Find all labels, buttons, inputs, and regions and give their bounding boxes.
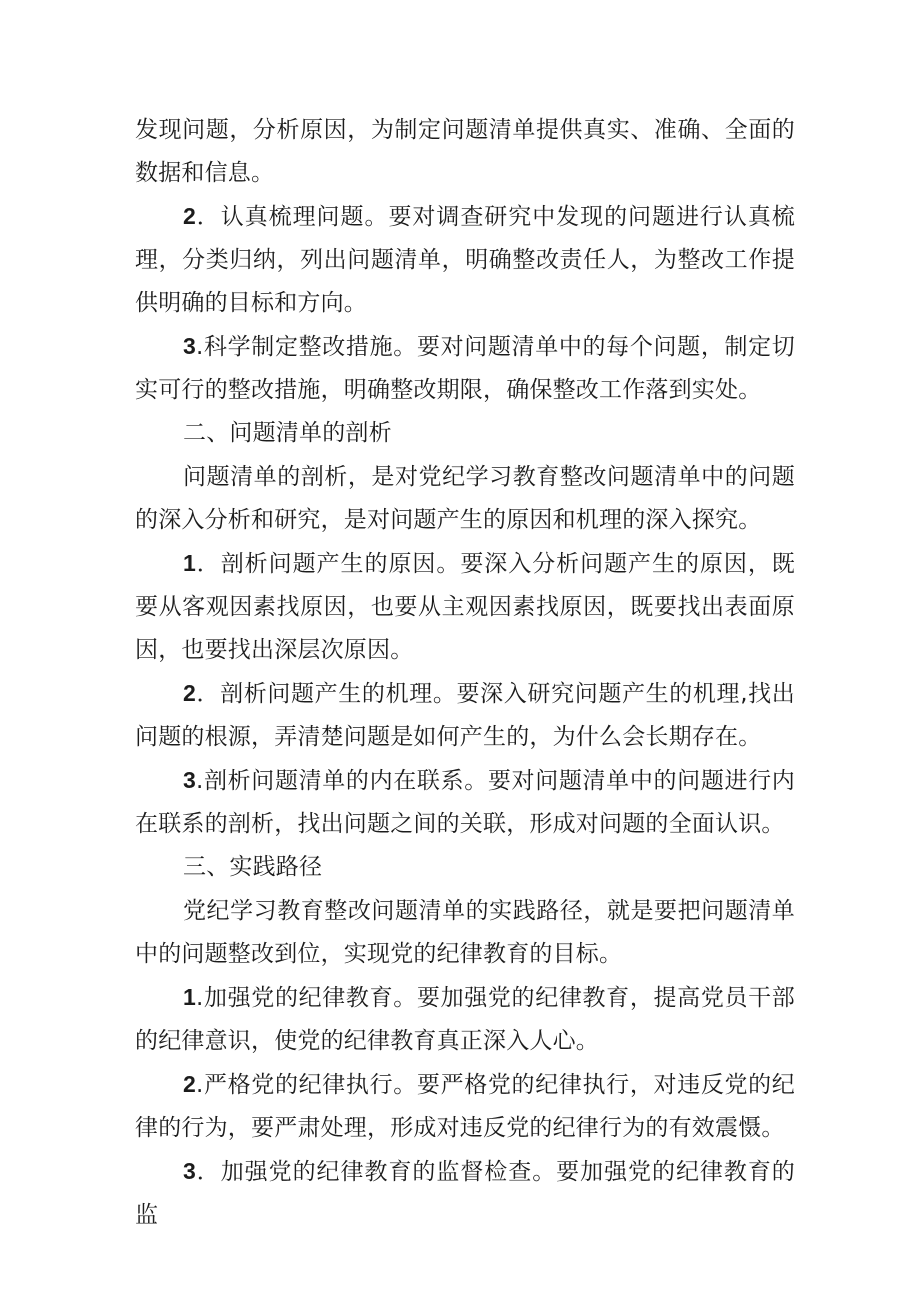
- paragraph-number: 3: [183, 333, 196, 359]
- paragraph-item-3: [135, 759, 795, 846]
- paragraph-number: 2: [183, 203, 196, 229]
- paragraph-item-2: [135, 1063, 795, 1150]
- section-heading-3: [135, 846, 795, 889]
- paragraph-number: 3: [183, 767, 196, 793]
- paragraph-item-2: [135, 672, 795, 759]
- paragraph-text: ．加强党的纪律教育的监督检查。要加强党的纪律教育的监: [135, 1159, 795, 1228]
- paragraph-item-1: [135, 542, 795, 672]
- paragraph-number: 3: [183, 1158, 196, 1184]
- paragraph-text: ．剖析问题产生的机理。要深入研究问题产生的机理,找出问题的根源，弄清楚问题是如何产生的，为什么会长期存在。: [135, 681, 795, 750]
- paragraph-text: .科学制定整改措施。要对问题清单中的每个问题，制定切实可行的整改措施，明确整改期限，确保整改工作落到实处。: [135, 334, 795, 403]
- paragraph-item-1: [135, 976, 795, 1063]
- paragraph-number: 2: [183, 680, 196, 706]
- section-heading-2: [135, 412, 795, 455]
- paragraph-text: .严格党的纪律执行。要严格党的纪律执行，对违反党的纪律的行为，要严肃处理，形成对违反党的纪律行为的有效震慑。: [135, 1072, 795, 1141]
- heading-text: 三、实践路径: [183, 854, 323, 880]
- paragraph-text: 党纪学习教育整改问题清单的实践路径，就是要把问题清单中的问题整改到位，实现党的纪律教育的目标。: [135, 898, 795, 967]
- paragraph-item-2: [135, 195, 795, 325]
- paragraph-item-3: [135, 325, 795, 412]
- paragraph-text: ．认真梳理问题。要对调查研究中发现的问题进行认真梳理，分类归纳，列出问题清单，明确整改责任人，为整改工作提供明确的目标和方向。: [135, 204, 795, 316]
- paragraph-text: 问题清单的剖析，是对党纪学习教育整改问题清单中的问题的深入分析和研究，是对问题产生的原因和机理的深入探究。: [135, 464, 795, 533]
- paragraph-number: 2: [183, 1071, 196, 1097]
- paragraph-text: .加强党的纪律教育。要加强党的纪律教育，提高党员干部的纪律意识，使党的纪律教育真正深入人心。: [135, 985, 795, 1054]
- paragraph-number: 1: [183, 984, 196, 1010]
- paragraph-section-3-intro: [135, 889, 795, 976]
- paragraph-item-3: [135, 1150, 795, 1237]
- paragraph-section-2-intro: [135, 455, 795, 542]
- paragraph-text: .剖析问题清单的内在联系。要对问题清单中的问题进行内在联系的剖析，找出问题之间的关联，形成对问题的全面认识。: [135, 768, 795, 837]
- paragraph-text: ．剖析问题产生的原因。要深入分析问题产生的原因，既要从客观因素找原因，也要从主观因素找原因，既要找出表面原因，也要找出深层次原因。: [135, 551, 795, 663]
- document-body: [135, 108, 795, 1237]
- heading-text: 二、问题清单的剖析: [183, 420, 392, 446]
- paragraph-number: 1: [183, 550, 196, 576]
- paragraph-text: 发现问题，分析原因，为制定问题清单提供真实、准确、全面的数据和信息。: [135, 117, 795, 186]
- paragraph-intro-continuation: [135, 108, 795, 195]
